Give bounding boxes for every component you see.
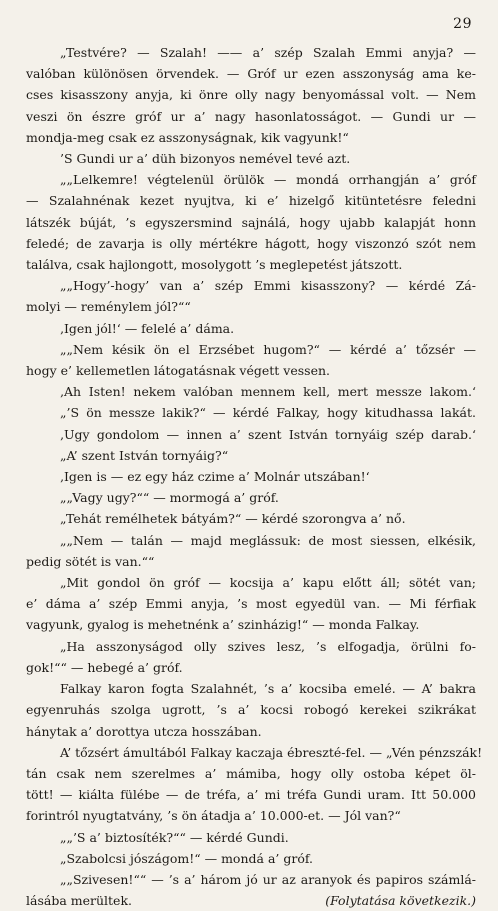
text-line: forintról nyugtatvány, ’s ön átadja a’ 10.000-et. — Jól van?“: [26, 808, 401, 824]
final-line-text: lásába merültek.: [26, 893, 132, 909]
text-line: veszi ön észre gróf ur a’ nagy hasonlatosságot. — Gundi ur —: [26, 108, 476, 124]
text-line: Falkay karon fogta Szalahnét, ’s a’ kocsiba emelé. — A’ bakra: [60, 681, 476, 697]
text-line: ‚Igen is — ez egy ház czime a’ Molnár utszában!‘: [60, 469, 370, 485]
text-line: — Szalahnénak kezet nyujtva, ki e’ hizelgő kitüntetésre feledni: [26, 193, 476, 209]
text-line: „A’ szent István tornyáig?“: [60, 447, 229, 463]
text-line: e’ dáma a’ szép Emmi anyja, ’s most egyedül van. — Mi férfiak: [26, 596, 476, 612]
text-line: „„Vagy ugy?““ — mormogá a’ gróf.: [60, 490, 279, 506]
text-line: ‚Ah Isten! nekem valóban mennem kell, mert messze lakom.‘: [60, 384, 476, 400]
continuation-note: (Folytatása következik.): [325, 893, 476, 909]
text-line: „„Szivesen!““ — ’s a’ három jó ur az aranyok és papiros számlá-: [60, 871, 476, 887]
text-line: tött! — kiálta fülébe — de tréfa, a’ mi tréfa Gundi uram. Itt 50.000: [26, 787, 476, 803]
text-line: tán csak nem szerelmes a’ mámiba, hogy olly ostoba képet öl-: [26, 765, 476, 781]
text-line: ‚Ugy gondolom — innen a’ szent István tornyáig szép darab.‘: [60, 426, 476, 442]
text-line: feledé; de zavarja is olly mértékre hágott, hogy viszonzó szót nem: [26, 235, 476, 251]
text-line: ‚Igen jól!‘ — felelé a’ dáma.: [60, 320, 235, 336]
text-line: egyenruhás szolga ugrott, ’s a’ kocsi robogó kerekei szikrákat: [26, 702, 476, 718]
text-line: „„Hogy’-hogy’ van a’ szép Emmi kisasszony? — kérdé Zá-: [60, 278, 476, 294]
text-line: „Tehát remélhetek bátyám?“ — kérdé szorongva a’ nő.: [60, 511, 406, 527]
body-text: [26, 42, 483, 890]
text-line: molyi — reménylem jól?““: [26, 299, 191, 315]
text-line: „„Nem késik ön el Erzsébet hugom?“ — kérdé a’ tőzsér —: [60, 341, 476, 357]
text-line: vagyunk, gyalog is mehetnénk a’ szinházig!“ — monda Falkay.: [26, 617, 420, 633]
text-line: valóban különösen örvendek. — Gróf ur ezen asszonyság ama ke-: [26, 66, 476, 82]
final-line: [26, 890, 476, 911]
text-line: hánytak a’ dorottya utcza hosszában.: [26, 723, 262, 739]
text-line: gok!““ — hebegé a’ gróf.: [26, 659, 183, 675]
text-line: látszék búját, ’s egyszersmind sajnálá, hogy ujabb kalapját honn: [26, 214, 476, 230]
text-line: „’S ön messze lakik?“ — kérdé Falkay, hogy kitudhassa lakát.: [60, 405, 476, 421]
text-line: mondja-meg csak ez asszonyságnak, kik vagyunk!“: [26, 129, 349, 145]
text-line: „Szabolcsi jószágom!“ — mondá a’ gróf.: [60, 850, 313, 866]
text-line: találva, csak hajlongott, mosolygott ’s meglepetést játszott.: [26, 257, 403, 273]
text-line: „„’S a’ biztosíték?““ — kérdé Gundi.: [60, 829, 289, 845]
text-line: hogy e’ kellemetlen látogatásnak végett vessen.: [26, 363, 330, 379]
text-line: A’ tőzsért ámultából Falkay kaczaja ébreszté-fel. — „Vén pénzszák!: [60, 744, 483, 760]
text-line: ’S Gundi ur a’ düh bizonyos nemével tevé azt.: [60, 151, 351, 167]
text-line: cses kisasszony anyja, ki önre olly nagy benyomással volt. — Nem: [26, 87, 476, 103]
text-line: „Testvére? — Szalah! —— a’ szép Szalah Emmi anyja? —: [60, 45, 476, 60]
page-number: 29: [453, 16, 472, 32]
text-line: „„Lelkemre! végtelenül örülök — mondá orrhangján a’ gróf: [60, 172, 476, 188]
text-line: „Mit gondol ön gróf — kocsija a’ kapu előtt áll; sötét van;: [60, 575, 476, 591]
text-line: pedig sötét is van.““: [26, 553, 155, 569]
text-line: „Ha asszonyságod olly szives lesz, ’s elfogadja, örülni fo-: [60, 638, 476, 654]
text-line: „„Nem — talán — majd meglássuk: de most siessen, elkésik,: [60, 532, 476, 548]
